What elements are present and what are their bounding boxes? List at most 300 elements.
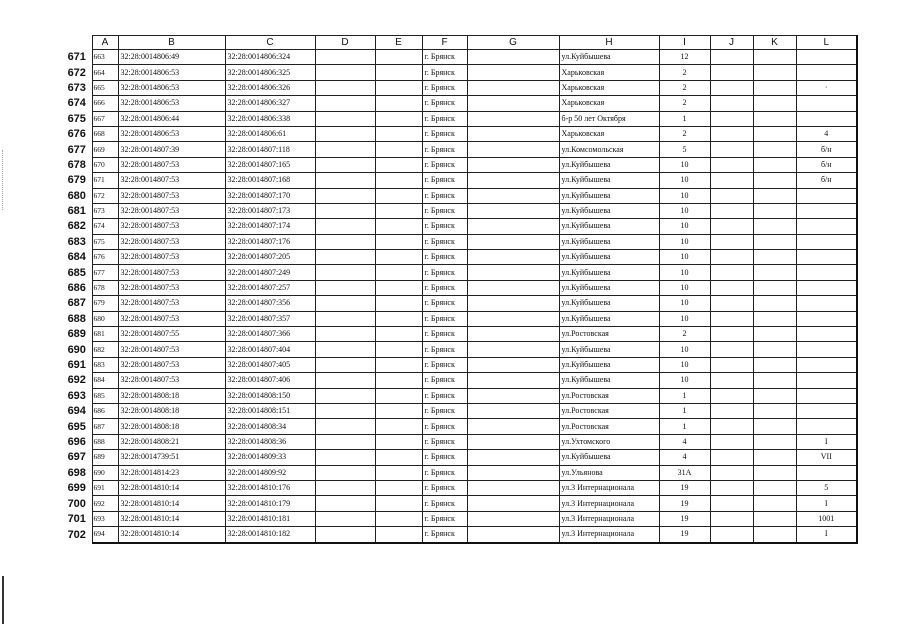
cell-k[interactable]: [753, 296, 796, 311]
cell-c[interactable]: 32:28:0014808:34: [225, 419, 315, 434]
column-header-e[interactable]: E: [375, 36, 422, 50]
cell-b[interactable]: 32:28:0014806:44: [118, 111, 225, 126]
cell-h[interactable]: ул.3 Интернационала: [559, 511, 659, 526]
cell-g[interactable]: [467, 96, 559, 111]
cell-j[interactable]: [710, 50, 753, 65]
cell-i[interactable]: 4: [659, 450, 710, 465]
cell-b[interactable]: 32:28:0014808:18: [118, 419, 225, 434]
cell-c[interactable]: 32:28:0014807:249: [225, 265, 315, 280]
cell-b[interactable]: 32:28:0014810:14: [118, 511, 225, 526]
cell-b[interactable]: 32:28:0014810:14: [118, 527, 225, 543]
cell-b[interactable]: 32:28:0014807:53: [118, 373, 225, 388]
cell-h[interactable]: ул.Куйбышева: [559, 250, 659, 265]
column-header-j[interactable]: J: [710, 36, 753, 50]
cell-b[interactable]: 32:28:0014806:53: [118, 126, 225, 141]
cell-d[interactable]: [315, 96, 375, 111]
cell-h[interactable]: ул.3 Интернационала: [559, 480, 659, 495]
cell-i[interactable]: 10: [659, 342, 710, 357]
cell-l[interactable]: VII: [796, 450, 857, 465]
cell-b[interactable]: 32:28:0014807:53: [118, 250, 225, 265]
cell-g[interactable]: [467, 157, 559, 172]
cell-e[interactable]: [375, 311, 422, 326]
cell-h[interactable]: ул.Куйбышева: [559, 188, 659, 203]
cell-h[interactable]: ул.Куйбышева: [559, 373, 659, 388]
cell-i[interactable]: 2: [659, 126, 710, 141]
cell-e[interactable]: [375, 265, 422, 280]
cell-c[interactable]: 32:28:0014810:179: [225, 496, 315, 511]
cell-a[interactable]: 675: [92, 234, 118, 249]
cell-g[interactable]: [467, 434, 559, 449]
cell-e[interactable]: [375, 157, 422, 172]
cell-i[interactable]: 2: [659, 80, 710, 95]
cell-a[interactable]: 684: [92, 373, 118, 388]
cell-c[interactable]: 32:28:0014808:36: [225, 434, 315, 449]
cell-l[interactable]: [796, 311, 857, 326]
cell-l[interactable]: 1001: [796, 511, 857, 526]
cell-f[interactable]: г. Брянск: [422, 173, 467, 188]
cell-f[interactable]: г. Брянск: [422, 419, 467, 434]
cell-j[interactable]: [710, 142, 753, 157]
cell-l[interactable]: [796, 203, 857, 218]
cell-d[interactable]: [315, 250, 375, 265]
cell-j[interactable]: [710, 280, 753, 295]
cell-f[interactable]: г. Брянск: [422, 280, 467, 295]
cell-e[interactable]: [375, 296, 422, 311]
cell-f[interactable]: г. Брянск: [422, 434, 467, 449]
cell-k[interactable]: [753, 450, 796, 465]
cell-i[interactable]: 10: [659, 373, 710, 388]
cell-g[interactable]: [467, 65, 559, 80]
cell-d[interactable]: [315, 234, 375, 249]
cell-j[interactable]: [710, 296, 753, 311]
cell-h[interactable]: ул.3 Интернационала: [559, 527, 659, 543]
cell-e[interactable]: [375, 357, 422, 372]
cell-k[interactable]: [753, 188, 796, 203]
cell-i[interactable]: 1: [659, 111, 710, 126]
cell-c[interactable]: 32:28:0014806:324: [225, 50, 315, 65]
cell-j[interactable]: [710, 188, 753, 203]
cell-e[interactable]: [375, 403, 422, 418]
cell-l[interactable]: I: [796, 434, 857, 449]
cell-e[interactable]: [375, 434, 422, 449]
cell-l[interactable]: 5: [796, 480, 857, 495]
cell-l[interactable]: [796, 373, 857, 388]
cell-k[interactable]: [753, 111, 796, 126]
cell-d[interactable]: [315, 65, 375, 80]
cell-f[interactable]: г. Брянск: [422, 496, 467, 511]
cell-c[interactable]: 32:28:0014810:176: [225, 480, 315, 495]
cell-l[interactable]: [796, 50, 857, 65]
cell-k[interactable]: [753, 465, 796, 480]
cell-i[interactable]: 2: [659, 96, 710, 111]
cell-h[interactable]: ул.Ульянова: [559, 465, 659, 480]
cell-c[interactable]: 32:28:0014807:357: [225, 311, 315, 326]
cell-g[interactable]: [467, 203, 559, 218]
cell-j[interactable]: [710, 373, 753, 388]
cell-i[interactable]: 10: [659, 157, 710, 172]
cell-e[interactable]: [375, 126, 422, 141]
cell-f[interactable]: г. Брянск: [422, 480, 467, 495]
cell-h[interactable]: Харьковская: [559, 65, 659, 80]
cell-g[interactable]: [467, 403, 559, 418]
cell-d[interactable]: [315, 450, 375, 465]
cell-k[interactable]: [753, 234, 796, 249]
cell-e[interactable]: [375, 280, 422, 295]
column-header-a[interactable]: A: [92, 36, 118, 50]
cell-j[interactable]: [710, 496, 753, 511]
cell-b[interactable]: 32:28:0014807:53: [118, 342, 225, 357]
cell-j[interactable]: [710, 419, 753, 434]
cell-d[interactable]: [315, 80, 375, 95]
cell-j[interactable]: [710, 327, 753, 342]
cell-a[interactable]: 674: [92, 219, 118, 234]
cell-a[interactable]: 693: [92, 511, 118, 526]
cell-f[interactable]: г. Брянск: [422, 50, 467, 65]
cell-l[interactable]: [796, 234, 857, 249]
cell-i[interactable]: 10: [659, 234, 710, 249]
cell-d[interactable]: [315, 496, 375, 511]
cell-h[interactable]: ул.Комсомольская: [559, 142, 659, 157]
cell-k[interactable]: [753, 126, 796, 141]
cell-a[interactable]: 669: [92, 142, 118, 157]
cell-h[interactable]: Харьковская: [559, 126, 659, 141]
cell-j[interactable]: [710, 96, 753, 111]
cell-g[interactable]: [467, 465, 559, 480]
cell-i[interactable]: 31А: [659, 465, 710, 480]
cell-l[interactable]: [796, 265, 857, 280]
cell-g[interactable]: [467, 80, 559, 95]
cell-c[interactable]: 32:28:0014807:174: [225, 219, 315, 234]
cell-e[interactable]: [375, 50, 422, 65]
cell-k[interactable]: [753, 419, 796, 434]
cell-a[interactable]: 679: [92, 296, 118, 311]
cell-l[interactable]: б/н: [796, 173, 857, 188]
cell-h[interactable]: ул.Куйбышева: [559, 234, 659, 249]
column-header-i[interactable]: I: [659, 36, 710, 50]
cell-b[interactable]: 32:28:0014808:18: [118, 388, 225, 403]
cell-e[interactable]: [375, 111, 422, 126]
cell-e[interactable]: [375, 465, 422, 480]
cell-k[interactable]: [753, 65, 796, 80]
cell-j[interactable]: [710, 511, 753, 526]
cell-c[interactable]: 32:28:0014807:356: [225, 296, 315, 311]
cell-b[interactable]: 32:28:0014807:55: [118, 327, 225, 342]
cell-g[interactable]: [467, 219, 559, 234]
cell-k[interactable]: [753, 511, 796, 526]
cell-b[interactable]: 32:28:0014807:53: [118, 219, 225, 234]
cell-l[interactable]: 4: [796, 126, 857, 141]
column-header-f[interactable]: F: [422, 36, 467, 50]
cell-i[interactable]: 1: [659, 419, 710, 434]
cell-e[interactable]: [375, 80, 422, 95]
cell-j[interactable]: [710, 388, 753, 403]
cell-i[interactable]: 2: [659, 327, 710, 342]
column-header-c[interactable]: C: [225, 36, 315, 50]
cell-l[interactable]: [796, 388, 857, 403]
cell-e[interactable]: [375, 234, 422, 249]
cell-j[interactable]: [710, 126, 753, 141]
cell-k[interactable]: [753, 480, 796, 495]
cell-l[interactable]: [796, 219, 857, 234]
cell-f[interactable]: г. Брянск: [422, 465, 467, 480]
cell-a[interactable]: 671: [92, 173, 118, 188]
cell-b[interactable]: 32:28:0014739:51: [118, 450, 225, 465]
cell-f[interactable]: г. Брянск: [422, 450, 467, 465]
cell-d[interactable]: [315, 403, 375, 418]
cell-h[interactable]: ул.Куйбышева: [559, 450, 659, 465]
cell-g[interactable]: [467, 327, 559, 342]
column-header-k[interactable]: K: [753, 36, 796, 50]
column-header-d[interactable]: D: [315, 36, 375, 50]
cell-c[interactable]: 32:28:0014809:33: [225, 450, 315, 465]
cell-d[interactable]: [315, 126, 375, 141]
cell-i[interactable]: 5: [659, 142, 710, 157]
cell-g[interactable]: [467, 527, 559, 543]
cell-i[interactable]: 10: [659, 280, 710, 295]
cell-j[interactable]: [710, 111, 753, 126]
cell-f[interactable]: г. Брянск: [422, 296, 467, 311]
column-header-l[interactable]: L: [796, 36, 857, 50]
cell-a[interactable]: 692: [92, 496, 118, 511]
cell-k[interactable]: [753, 265, 796, 280]
cell-f[interactable]: г. Брянск: [422, 142, 467, 157]
cell-l[interactable]: б/н: [796, 157, 857, 172]
cell-a[interactable]: 673: [92, 203, 118, 218]
cell-g[interactable]: [467, 419, 559, 434]
cell-l[interactable]: [796, 403, 857, 418]
cell-k[interactable]: [753, 527, 796, 543]
cell-b[interactable]: 32:28:0014807:53: [118, 280, 225, 295]
cell-d[interactable]: [315, 50, 375, 65]
cell-g[interactable]: [467, 142, 559, 157]
cell-i[interactable]: 19: [659, 527, 710, 543]
cell-k[interactable]: [753, 327, 796, 342]
cell-b[interactable]: 32:28:0014806:49: [118, 50, 225, 65]
cell-i[interactable]: 10: [659, 250, 710, 265]
cell-c[interactable]: 32:28:0014807:165: [225, 157, 315, 172]
cell-i[interactable]: 2: [659, 65, 710, 80]
cell-b[interactable]: 32:28:0014814:23: [118, 465, 225, 480]
cell-a[interactable]: 689: [92, 450, 118, 465]
cell-h[interactable]: ул.Ростовская: [559, 403, 659, 418]
cell-d[interactable]: [315, 419, 375, 434]
column-header-h[interactable]: H: [559, 36, 659, 50]
cell-l[interactable]: [796, 111, 857, 126]
cell-c[interactable]: 32:28:0014810:182: [225, 527, 315, 543]
cell-k[interactable]: [753, 219, 796, 234]
cell-a[interactable]: 690: [92, 465, 118, 480]
cell-k[interactable]: [753, 434, 796, 449]
cell-a[interactable]: 664: [92, 65, 118, 80]
cell-h[interactable]: ул.Куйбышева: [559, 173, 659, 188]
cell-h[interactable]: ул.Куйбышева: [559, 219, 659, 234]
cell-f[interactable]: г. Брянск: [422, 188, 467, 203]
cell-j[interactable]: [710, 80, 753, 95]
cell-f[interactable]: г. Брянск: [422, 403, 467, 418]
cell-h[interactable]: ул.Куйбышева: [559, 50, 659, 65]
cell-c[interactable]: 32:28:0014808:150: [225, 388, 315, 403]
cell-d[interactable]: [315, 219, 375, 234]
cell-j[interactable]: [710, 434, 753, 449]
cell-d[interactable]: [315, 388, 375, 403]
cell-f[interactable]: г. Брянск: [422, 527, 467, 543]
cell-i[interactable]: 1: [659, 388, 710, 403]
cell-c[interactable]: 32:28:0014806:61: [225, 126, 315, 141]
cell-h[interactable]: ул.Ухтомского: [559, 434, 659, 449]
cell-l[interactable]: [796, 357, 857, 372]
cell-j[interactable]: [710, 311, 753, 326]
cell-k[interactable]: [753, 342, 796, 357]
cell-a[interactable]: 691: [92, 480, 118, 495]
cell-k[interactable]: [753, 203, 796, 218]
cell-l[interactable]: [796, 419, 857, 434]
cell-f[interactable]: г. Брянск: [422, 203, 467, 218]
cell-h[interactable]: ул.Ростовская: [559, 327, 659, 342]
cell-g[interactable]: [467, 188, 559, 203]
cell-k[interactable]: [753, 250, 796, 265]
cell-f[interactable]: г. Брянск: [422, 357, 467, 372]
cell-a[interactable]: 678: [92, 280, 118, 295]
cell-k[interactable]: [753, 311, 796, 326]
cell-f[interactable]: г. Брянск: [422, 157, 467, 172]
cell-b[interactable]: 32:28:0014808:18: [118, 403, 225, 418]
cell-a[interactable]: 677: [92, 265, 118, 280]
cell-i[interactable]: 10: [659, 219, 710, 234]
cell-c[interactable]: 32:28:0014808:151: [225, 403, 315, 418]
cell-j[interactable]: [710, 65, 753, 80]
column-header-g[interactable]: G: [467, 36, 559, 50]
cell-i[interactable]: 10: [659, 203, 710, 218]
cell-e[interactable]: [375, 419, 422, 434]
cell-i[interactable]: 10: [659, 357, 710, 372]
cell-g[interactable]: [467, 280, 559, 295]
cell-d[interactable]: [315, 527, 375, 543]
cell-b[interactable]: 32:28:0014808:21: [118, 434, 225, 449]
cell-l[interactable]: б/н: [796, 142, 857, 157]
cell-l[interactable]: [796, 327, 857, 342]
cell-h[interactable]: б-р 50 лет Октября: [559, 111, 659, 126]
cell-g[interactable]: [467, 111, 559, 126]
cell-h[interactable]: ул.Куйбышева: [559, 203, 659, 218]
cell-d[interactable]: [315, 480, 375, 495]
cell-k[interactable]: [753, 403, 796, 418]
cell-b[interactable]: 32:28:0014807:53: [118, 296, 225, 311]
cell-h[interactable]: ул.Куйбышева: [559, 157, 659, 172]
cell-a[interactable]: 663: [92, 50, 118, 65]
cell-f[interactable]: г. Брянск: [422, 342, 467, 357]
cell-c[interactable]: 32:28:0014806:338: [225, 111, 315, 126]
cell-i[interactable]: 10: [659, 311, 710, 326]
cell-c[interactable]: 32:28:0014807:173: [225, 203, 315, 218]
cell-k[interactable]: [753, 157, 796, 172]
cell-l[interactable]: [796, 250, 857, 265]
cell-f[interactable]: г. Брянск: [422, 250, 467, 265]
cell-e[interactable]: [375, 173, 422, 188]
cell-d[interactable]: [315, 188, 375, 203]
cell-f[interactable]: г. Брянск: [422, 65, 467, 80]
cell-f[interactable]: г. Брянск: [422, 219, 467, 234]
cell-d[interactable]: [315, 265, 375, 280]
cell-e[interactable]: [375, 203, 422, 218]
cell-k[interactable]: [753, 357, 796, 372]
cell-b[interactable]: 32:28:0014807:53: [118, 357, 225, 372]
cell-g[interactable]: [467, 373, 559, 388]
cell-i[interactable]: 10: [659, 296, 710, 311]
cell-a[interactable]: 685: [92, 388, 118, 403]
cell-b[interactable]: 32:28:0014806:53: [118, 80, 225, 95]
cell-l[interactable]: [796, 65, 857, 80]
cell-l[interactable]: ·: [796, 80, 857, 95]
cell-j[interactable]: [710, 450, 753, 465]
cell-k[interactable]: [753, 388, 796, 403]
cell-g[interactable]: [467, 50, 559, 65]
cell-g[interactable]: [467, 296, 559, 311]
cell-c[interactable]: 32:28:0014807:205: [225, 250, 315, 265]
cell-b[interactable]: 32:28:0014807:53: [118, 203, 225, 218]
cell-h[interactable]: Харьковская: [559, 80, 659, 95]
cell-h[interactable]: ул.3 Интернационала: [559, 496, 659, 511]
cell-e[interactable]: [375, 388, 422, 403]
cell-j[interactable]: [710, 357, 753, 372]
cell-g[interactable]: [467, 496, 559, 511]
cell-k[interactable]: [753, 80, 796, 95]
cell-k[interactable]: [753, 280, 796, 295]
cell-b[interactable]: 32:28:0014807:53: [118, 265, 225, 280]
cell-c[interactable]: 32:28:0014809:92: [225, 465, 315, 480]
cell-b[interactable]: 32:28:0014806:53: [118, 65, 225, 80]
cell-f[interactable]: г. Брянск: [422, 234, 467, 249]
cell-c[interactable]: 32:28:0014806:327: [225, 96, 315, 111]
cell-j[interactable]: [710, 157, 753, 172]
cell-a[interactable]: 687: [92, 419, 118, 434]
cell-b[interactable]: 32:28:0014807:53: [118, 234, 225, 249]
cell-f[interactable]: г. Брянск: [422, 511, 467, 526]
cell-l[interactable]: I: [796, 527, 857, 543]
cell-k[interactable]: [753, 496, 796, 511]
cell-i[interactable]: 19: [659, 480, 710, 495]
cell-e[interactable]: [375, 373, 422, 388]
cell-d[interactable]: [315, 111, 375, 126]
cell-f[interactable]: г. Брянск: [422, 126, 467, 141]
cell-k[interactable]: [753, 173, 796, 188]
cell-c[interactable]: 32:28:0014810:181: [225, 511, 315, 526]
cell-l[interactable]: [796, 96, 857, 111]
cell-c[interactable]: 32:28:0014807:118: [225, 142, 315, 157]
cell-e[interactable]: [375, 527, 422, 543]
column-header-b[interactable]: B: [118, 36, 225, 50]
cell-i[interactable]: 12: [659, 50, 710, 65]
cell-b[interactable]: 32:28:0014807:53: [118, 157, 225, 172]
cell-c[interactable]: 32:28:0014807:168: [225, 173, 315, 188]
cell-h[interactable]: Харьковская: [559, 96, 659, 111]
cell-d[interactable]: [315, 311, 375, 326]
cell-b[interactable]: 32:28:0014806:53: [118, 96, 225, 111]
cell-l[interactable]: [796, 280, 857, 295]
cell-d[interactable]: [315, 296, 375, 311]
cell-j[interactable]: [710, 527, 753, 543]
cell-i[interactable]: 19: [659, 496, 710, 511]
cell-e[interactable]: [375, 342, 422, 357]
cell-i[interactable]: 19: [659, 511, 710, 526]
cell-f[interactable]: г. Брянск: [422, 111, 467, 126]
cell-e[interactable]: [375, 96, 422, 111]
cell-d[interactable]: [315, 203, 375, 218]
cell-d[interactable]: [315, 511, 375, 526]
cell-a[interactable]: 676: [92, 250, 118, 265]
cell-d[interactable]: [315, 342, 375, 357]
cell-k[interactable]: [753, 96, 796, 111]
cell-e[interactable]: [375, 188, 422, 203]
